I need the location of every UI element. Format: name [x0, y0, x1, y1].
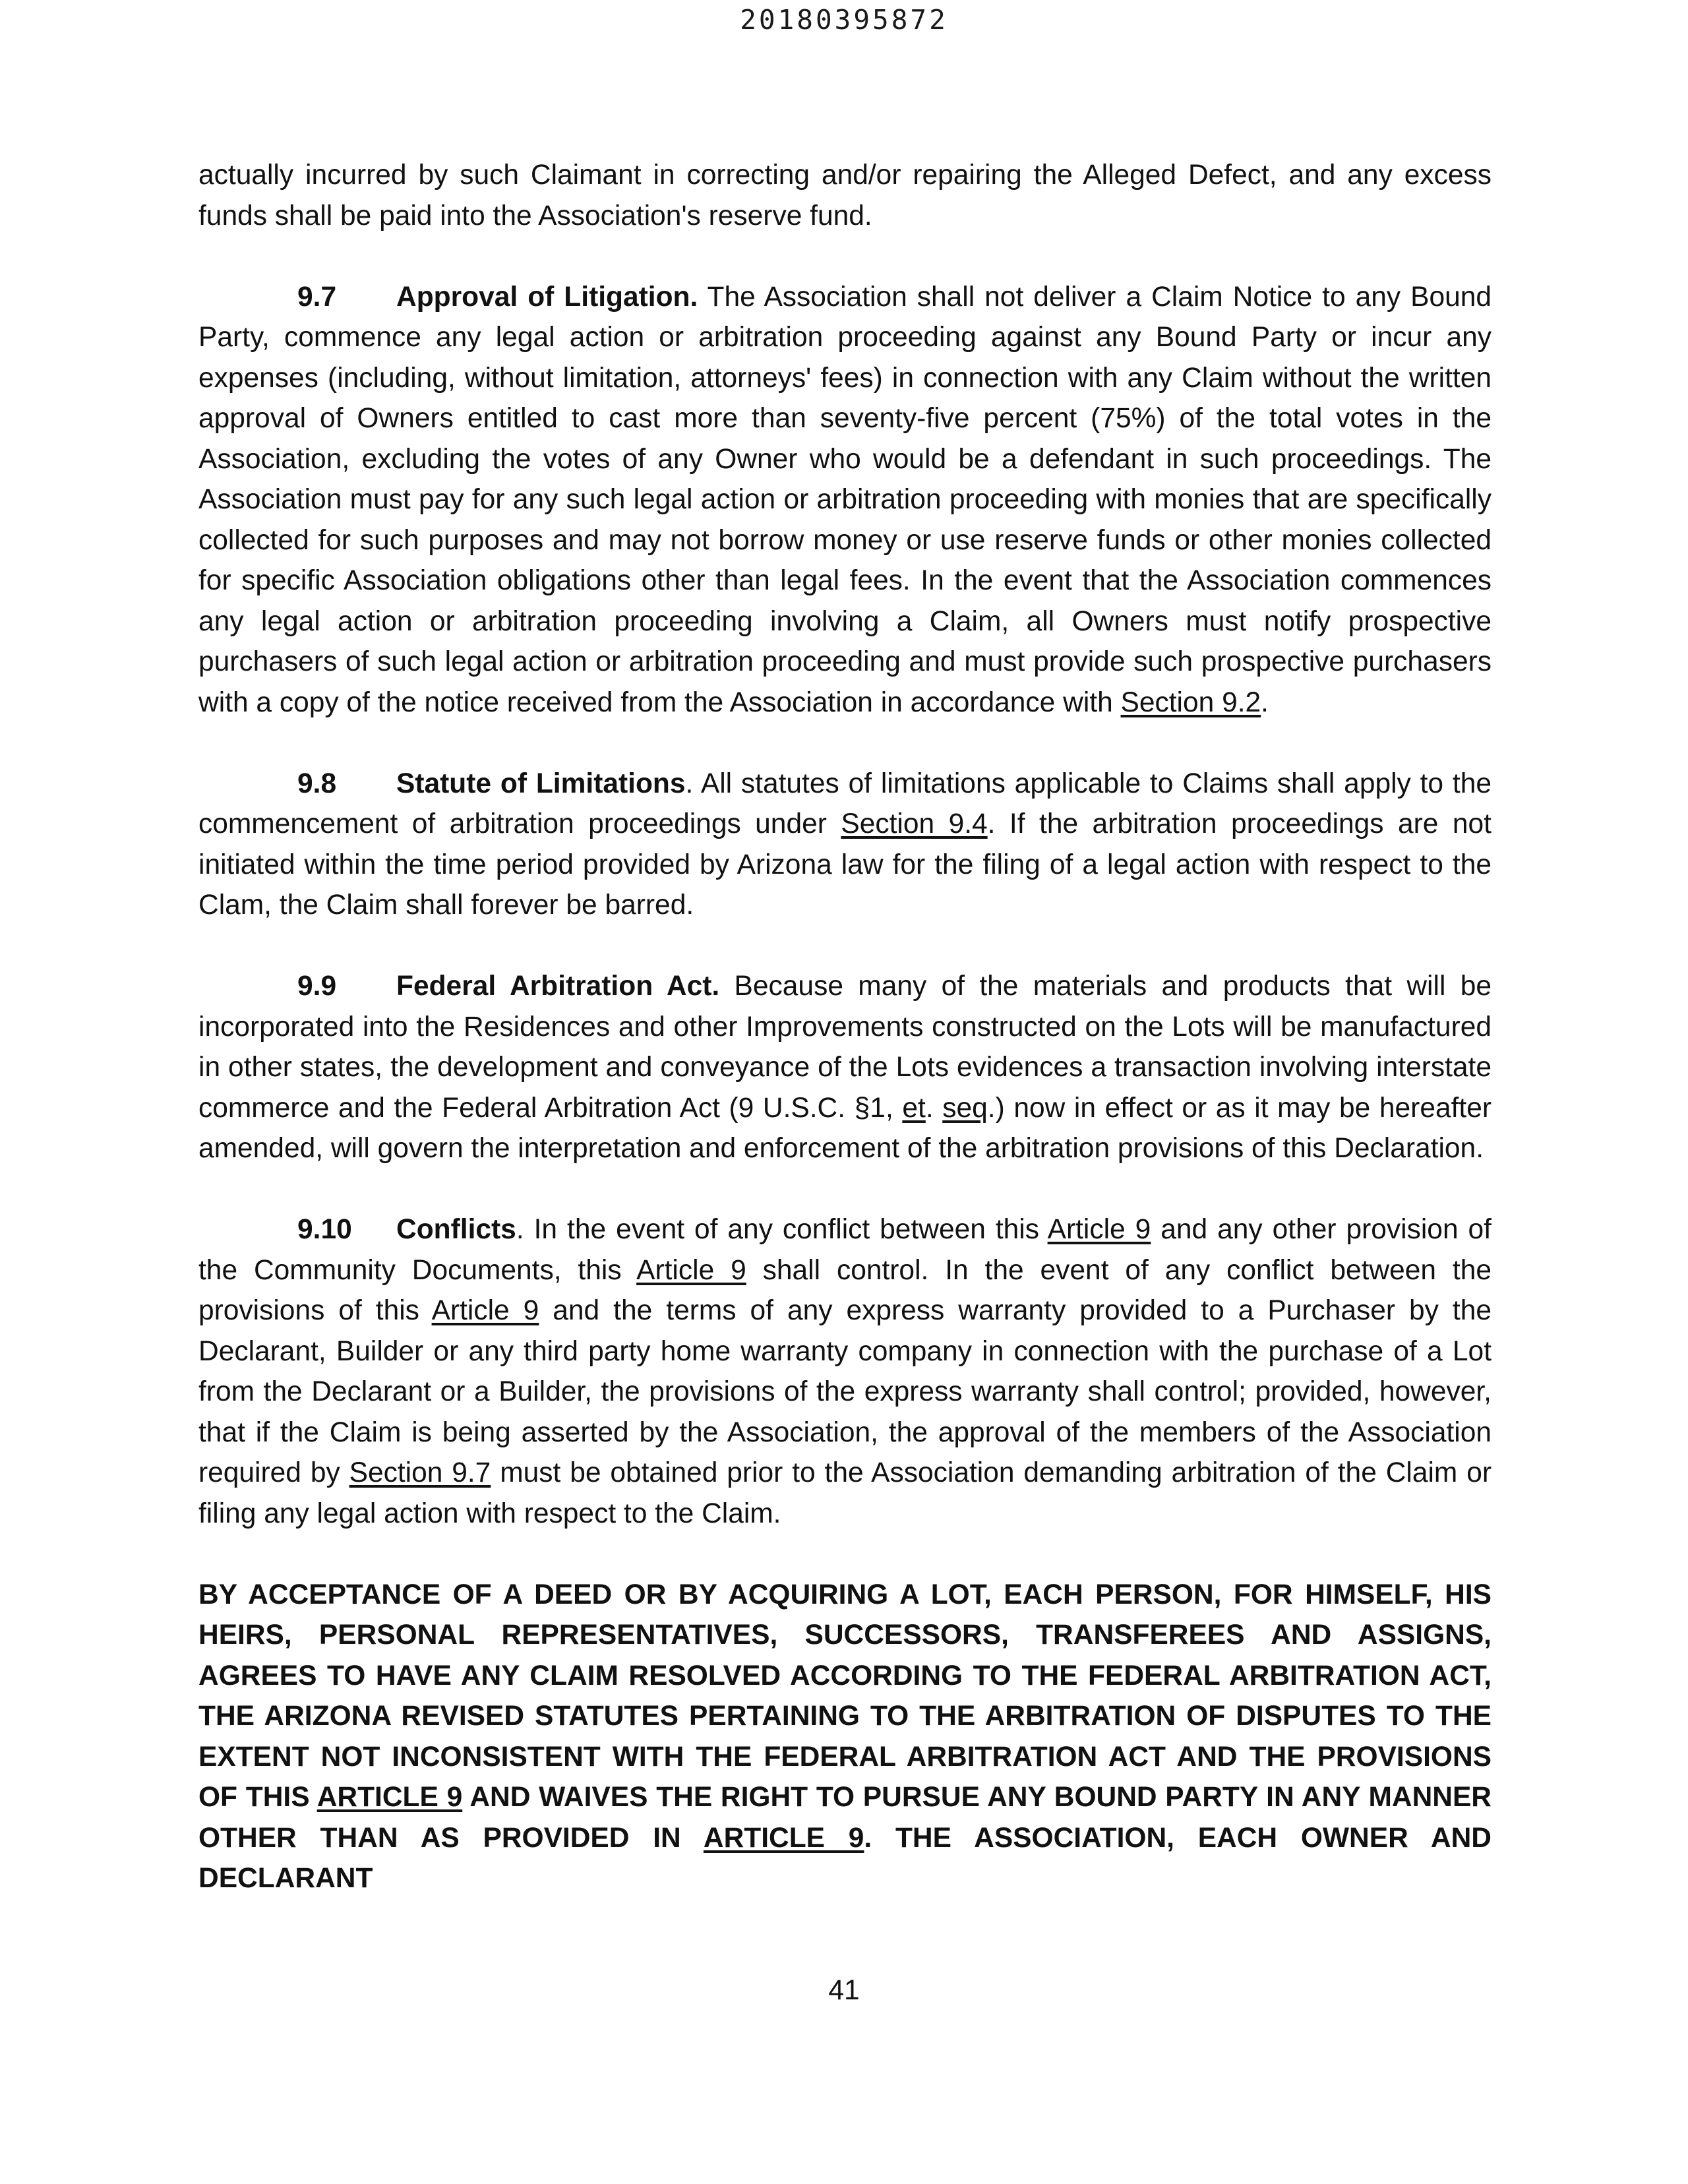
- article-reference: Article 9: [1047, 1214, 1151, 1245]
- section-text: .: [1261, 686, 1269, 718]
- document-body: [198, 155, 1492, 1899]
- section-heading: Approval of Litigation.: [396, 281, 698, 313]
- section-number: 9.10: [297, 1214, 352, 1245]
- section-text: and any other provision of the Community Documents, this: [198, 1214, 1492, 1286]
- paragraph-text: actually incurred by such Claimant in correcting and/or repairing the Alleged Defect, and any excess funds shall be paid into the Association's reserve fund.: [198, 160, 1492, 231]
- citation-abbreviation: seq: [942, 1092, 988, 1124]
- section-reference: Section 9.7: [349, 1457, 491, 1488]
- section-text: .) now in effect or as it may be hereafter amended, will govern the interpretation and enforcement of the arbitration provisions of this Declaration.: [198, 1092, 1492, 1164]
- section-text: . If the arbitration proceedings are not initiated within the time period provided by Arizona law for the filing of a legal action with respect to the Clam, the Claim shall forever be barred.: [198, 808, 1492, 921]
- article-reference: ARTICLE 9: [703, 1822, 864, 1854]
- section-text: Because many of the materials and products that will be incorporated into the Residences and other Improvements constructed on the Lots will be manufactured in other states, the development and conveyance of the Lots evidences a transaction involving interstate commerce and the Federal Arbitration Act (9 U.S.C. §1,: [198, 971, 1492, 1124]
- paragraph-continuation: [198, 155, 1492, 236]
- section-text: . In the event of any conflict between this: [516, 1214, 1048, 1245]
- section-text: and the terms of any express warranty provided to a Purchaser by the Declarant, Builder or any third party home warranty company in connection with the purchase of a Lot from the Declarant or a Builder, the provisions of the express warranty shall control; provided, however, that if the Claim is being asserted by the Association, the approval of the members of the Association required by: [198, 1295, 1492, 1488]
- section-9-7: [198, 277, 1492, 723]
- section-heading: Conflicts: [396, 1214, 516, 1245]
- page-number: 41: [828, 1975, 860, 2006]
- section-number: 9.9: [297, 971, 337, 1002]
- waiver-text: AND WAIVES THE RIGHT TO PURSUE ANY BOUND PARTY IN ANY MANNER OTHER THAN AS PROVIDED IN: [198, 1782, 1492, 1854]
- section-number: 9.8: [297, 768, 337, 799]
- recording-number: 20180395872: [740, 4, 948, 36]
- article-reference: Article 9: [431, 1295, 539, 1326]
- waiver-text: . THE ASSOCIATION, EACH OWNER AND DECLARANT: [198, 1822, 1492, 1894]
- section-heading: Statute of Limitations: [396, 768, 686, 799]
- waiver-text: BY ACCEPTANCE OF A DEED OR BY ACQUIRING A LOT, EACH PERSON, FOR HIMSELF, HIS HEIRS, PERSONAL REPRESENTATIVES, SUCCESSORS, TRANSFEREES AND ASSIGNS, AGREES TO HAVE ANY CLAIM RESOLVED ACCORDING TO THE FEDERAL ARBITRATION ACT, THE ARIZONA REVISED STATUTES PERTAINING TO THE ARBITRATION OF DISPUTES TO THE EXTENT NOT INCONSISTENT WITH THE FEDERAL ARBITRATION ACT AND THE PROVISIONS OF THIS: [198, 1579, 1492, 1813]
- section-reference: Section 9.4: [841, 808, 988, 839]
- section-text: must be obtained prior to the Association demanding arbitration of the Claim or filing any legal action with respect to the Claim.: [198, 1457, 1492, 1529]
- section-reference: Section 9.2: [1120, 686, 1261, 718]
- section-text: . All statutes of limitations applicable to Claims shall apply to the commencement of arbitration proceedings under: [198, 768, 1492, 839]
- citation-abbreviation: et: [902, 1092, 926, 1124]
- section-text: The Association shall not deliver a Claim Notice to any Bound Party, commence any legal action or arbitration proceeding against any Bound Party or incur any expenses (including, without limitation, attorneys' fees) in connection with any Claim without the written approval of Owners entitled to cast more than seventy-five percent (75%) of the total votes in the Association, excluding the votes of any Owner who would be a defendant in such proceedings. The Association must pay for any such legal action or arbitration proceeding with monies that are specifically collected for such purposes and may not borrow money or use reserve funds or other monies collected for specific Association obligations other than legal fees. In the event that the Association commences any legal action or arbitration proceeding involving a Claim, all Owners must notify prospective purchasers of such legal action or arbitration proceeding and must provide such prospective purchasers with a copy of the notice received from the Association in accordance with: [198, 281, 1492, 718]
- section-number: 9.7: [297, 281, 337, 313]
- arbitration-waiver-notice: [198, 1575, 1492, 1899]
- section-9-8: [198, 764, 1492, 926]
- article-reference: ARTICLE 9: [316, 1782, 463, 1813]
- article-reference: Article 9: [636, 1254, 746, 1286]
- section-9-9: [198, 966, 1492, 1169]
- section-9-10: [198, 1209, 1492, 1534]
- section-heading: Federal Arbitration Act.: [396, 971, 720, 1002]
- section-text: .: [925, 1092, 943, 1124]
- section-text: shall control. In the event of any conflict between the provisions of this: [198, 1254, 1492, 1326]
